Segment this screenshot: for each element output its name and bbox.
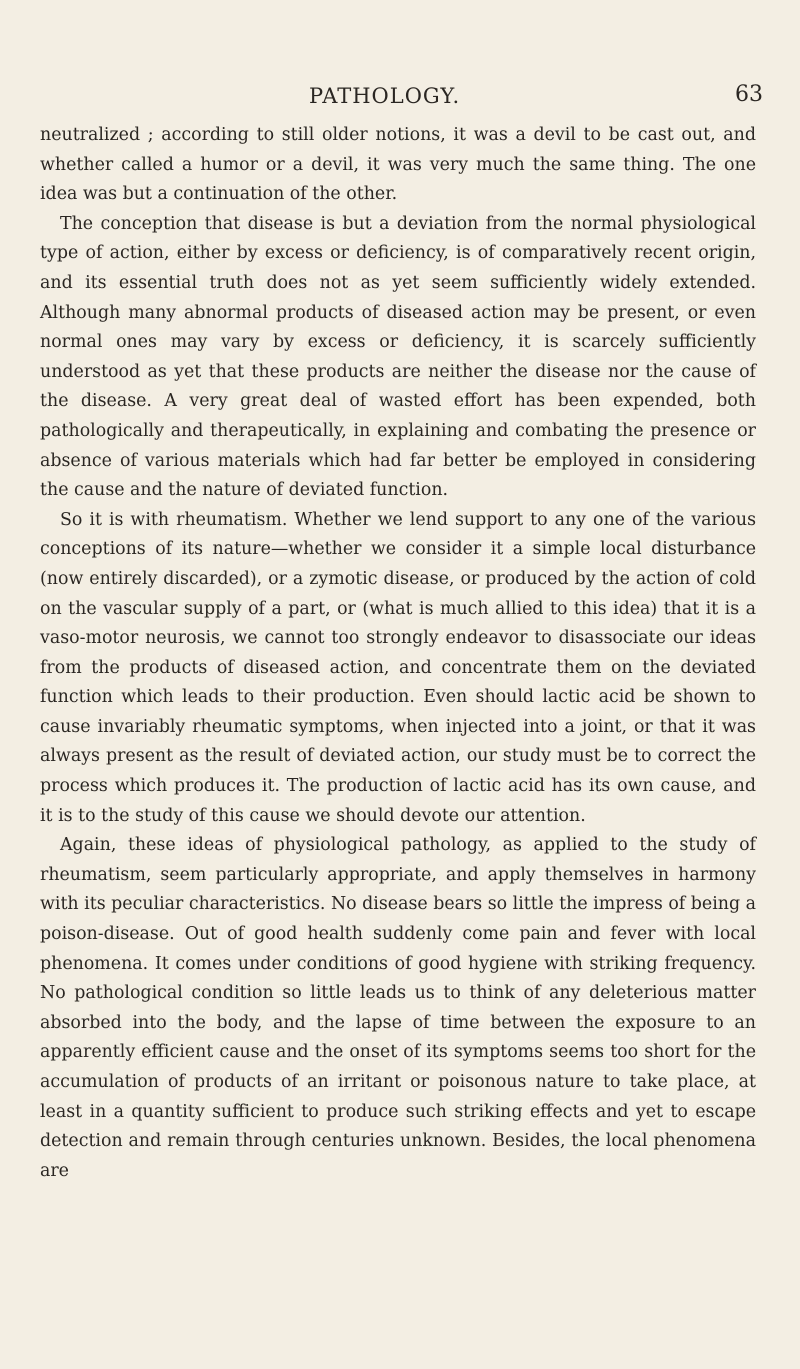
paragraph: So it is with rheumatism. Whether we lend support to any one of the various conceptions of its nature—whether we consider it a simple local disturbance (now entirely discarded), or a zymotic disease, or produced by the action of cold on the vascular supply of a part, or (what is much allied to this idea) that it is a vaso-motor neurosis, we cannot too strongly endeavor to disassociate our ideas from the products of diseased action, and concentrate them on the deviated function which leads to their production. Even should lactic acid be shown to cause invariably rheumatic symptoms, when injected into a joint, or that it was always present as the result of deviated action, our study must be to correct the process which produces it. The production of lactic acid has its own cause, and it is to the study of this cause we should devote our attention.: [40, 509, 756, 826]
paragraph-continued: neutralized ; according to still older notions, it was a devil to be cast out, and whether called a humor or a devil, it was very much the same thing. The one idea was but a continuation of the other.: [40, 125, 756, 205]
running-title: PATHOLOGY.: [309, 84, 461, 108]
paragraph: The conception that disease is but a deviation from the normal physiological type of action, either by excess or deficiency, is of comparatively recent origin, and its essential truth does not as yet seem sufficiently widely extended. Although many abnormal products of diseased action may be present, or even normal ones may vary by excess or deficiency, it is scarcely sufficiently understood as yet that these products are neither the disease nor the cause of the disease. A very great deal of wasted effort has been expended, both pathologically and therapeutically, in explaining and combating the presence or absence of various materials which had far better be employed in considering the cause and the nature of deviated function.: [40, 213, 756, 501]
body-text: [40, 121, 756, 1186]
running-head: [0, 82, 800, 112]
page-number: 63: [735, 82, 763, 107]
paragraph: Again, these ideas of physiological pathology, as applied to the study of rheumatism, seem particularly appropriate, and apply themselves in harmony with its peculiar characteristics. No disease bears so little the impress of being a poison-disease. Out of good health suddenly come pain and fever with local phenomena. It comes under conditions of good hygiene with striking frequency. No pathological condition so little leads us to think of any deleterious matter absorbed into the body, and the lapse of time between the exposure to an apparently efficient cause and the onset of its symptoms seems too short for the accumulation of products of an irritant or poisonous nature to take place, at least in a quantity sufficient to produce such striking effects and yet to escape detection and remain through centuries unknown. Besides, the local phenomena are: [40, 835, 756, 1181]
